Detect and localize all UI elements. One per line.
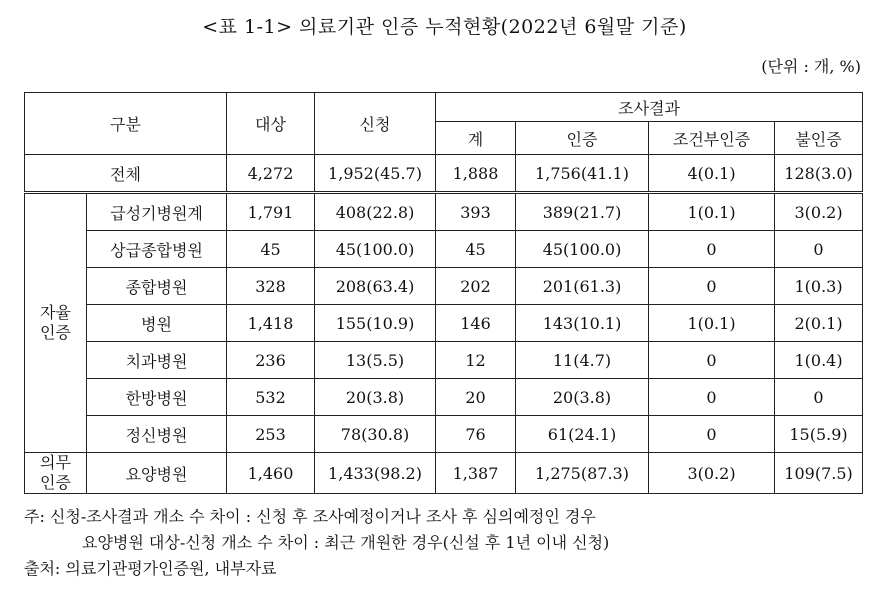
- table-cell: 11(4.7): [516, 342, 649, 379]
- table-cell: 208(63.4): [315, 268, 436, 305]
- table-cell: 0: [649, 416, 775, 453]
- table-cell: 13(5.5): [315, 342, 436, 379]
- table-cell: 236: [227, 342, 315, 379]
- row-label: 급성기병원계: [87, 193, 227, 231]
- table-row: [25, 453, 863, 494]
- table-cell: 76: [436, 416, 516, 453]
- table-cell: 143(10.1): [516, 305, 649, 342]
- table-cell: 1(0.3): [775, 268, 863, 305]
- row-label: 병원: [87, 305, 227, 342]
- table-cell: 155(10.9): [315, 305, 436, 342]
- table-cell: 2(0.1): [775, 305, 863, 342]
- row-label: 정신병원: [87, 416, 227, 453]
- table-cell: 0: [775, 231, 863, 268]
- total-label: 전체: [25, 155, 227, 193]
- table-cell: 78(30.8): [315, 416, 436, 453]
- row-label: 요양병원: [87, 453, 227, 494]
- table-cell: 1(0.1): [649, 305, 775, 342]
- table-row: [25, 193, 863, 231]
- table-cell: 45: [436, 231, 516, 268]
- header-sub-certified: 인증: [516, 122, 649, 155]
- header-sub-total: 계: [436, 122, 516, 155]
- table-cell: 1,756(41.1): [516, 155, 649, 193]
- table-row: [25, 231, 863, 268]
- unit-label: (단위 : 개, %): [761, 57, 861, 76]
- table-cell: 12: [436, 342, 516, 379]
- table-cell: 202: [436, 268, 516, 305]
- table-cell: 4(0.1): [649, 155, 775, 193]
- header-sub-failed: 불인증: [775, 122, 863, 155]
- note-1: 주: 신청-조사결과 개소 수 차이 : 신청 후 조사예정이거나 조사 후 심의예정인 경우: [24, 507, 596, 526]
- table-cell: 0: [649, 379, 775, 416]
- table-cell: 1,791: [227, 193, 315, 231]
- notes: [24, 504, 609, 582]
- header-row-1: [25, 93, 863, 122]
- header-survey-result: 조사결과: [436, 93, 863, 122]
- header-applied: 신청: [315, 93, 436, 155]
- table-title: <표 1-1> 의료기관 인증 누적현황(2022년 6월말 기준): [202, 16, 687, 38]
- table-cell: 393: [436, 193, 516, 231]
- table-cell: 45(100.0): [516, 231, 649, 268]
- table-cell: 4,272: [227, 155, 315, 193]
- row-label: 치과병원: [87, 342, 227, 379]
- table-cell: 1,275(87.3): [516, 453, 649, 494]
- row-label: 종합병원: [87, 268, 227, 305]
- table-row: [25, 268, 863, 305]
- total-row: [25, 155, 863, 193]
- table-cell: 0: [649, 342, 775, 379]
- table-row: [25, 342, 863, 379]
- table-cell: 128(3.0): [775, 155, 863, 193]
- table-cell: 0: [775, 379, 863, 416]
- table-cell: 1,888: [436, 155, 516, 193]
- header-target: 대상: [227, 93, 315, 155]
- note-2: 요양병원 대상-신청 개소 수 차이 : 최근 개원한 경우(신설 후 1년 이내 신청): [82, 533, 610, 552]
- table-cell: 45(100.0): [315, 231, 436, 268]
- table-cell: 1(0.1): [649, 193, 775, 231]
- certification-table: [24, 92, 863, 494]
- table-cell: 45: [227, 231, 315, 268]
- table-cell: 1,952(45.7): [315, 155, 436, 193]
- table-row: [25, 416, 863, 453]
- group-label: 의무 인증: [25, 453, 87, 494]
- table-cell: 328: [227, 268, 315, 305]
- table-cell: 1,433(98.2): [315, 453, 436, 494]
- table-cell: 3(0.2): [775, 193, 863, 231]
- table-cell: 61(24.1): [516, 416, 649, 453]
- header-category: 구분: [25, 93, 227, 155]
- table-cell: 0: [649, 268, 775, 305]
- table-cell: 0: [649, 231, 775, 268]
- table-cell: 408(22.8): [315, 193, 436, 231]
- table-cell: 532: [227, 379, 315, 416]
- table-cell: 1,460: [227, 453, 315, 494]
- table-row: [25, 379, 863, 416]
- table-cell: 15(5.9): [775, 416, 863, 453]
- row-label: 상급종합병원: [87, 231, 227, 268]
- group-label: 자율 인증: [25, 193, 87, 453]
- table-cell: 20: [436, 379, 516, 416]
- table-cell: 3(0.2): [649, 453, 775, 494]
- table-cell: 20(3.8): [315, 379, 436, 416]
- table-cell: 389(21.7): [516, 193, 649, 231]
- table-cell: 201(61.3): [516, 268, 649, 305]
- table-cell: 109(7.5): [775, 453, 863, 494]
- table-cell: 20(3.8): [516, 379, 649, 416]
- table-cell: 1(0.4): [775, 342, 863, 379]
- source-note: 출처: 의료기관평가인증원, 내부자료: [24, 559, 277, 578]
- row-label: 한방병원: [87, 379, 227, 416]
- table-row: [25, 305, 863, 342]
- table-cell: 1,418: [227, 305, 315, 342]
- header-sub-conditional: 조건부인증: [649, 122, 775, 155]
- table-cell: 1,387: [436, 453, 516, 494]
- table-cell: 253: [227, 416, 315, 453]
- table-cell: 146: [436, 305, 516, 342]
